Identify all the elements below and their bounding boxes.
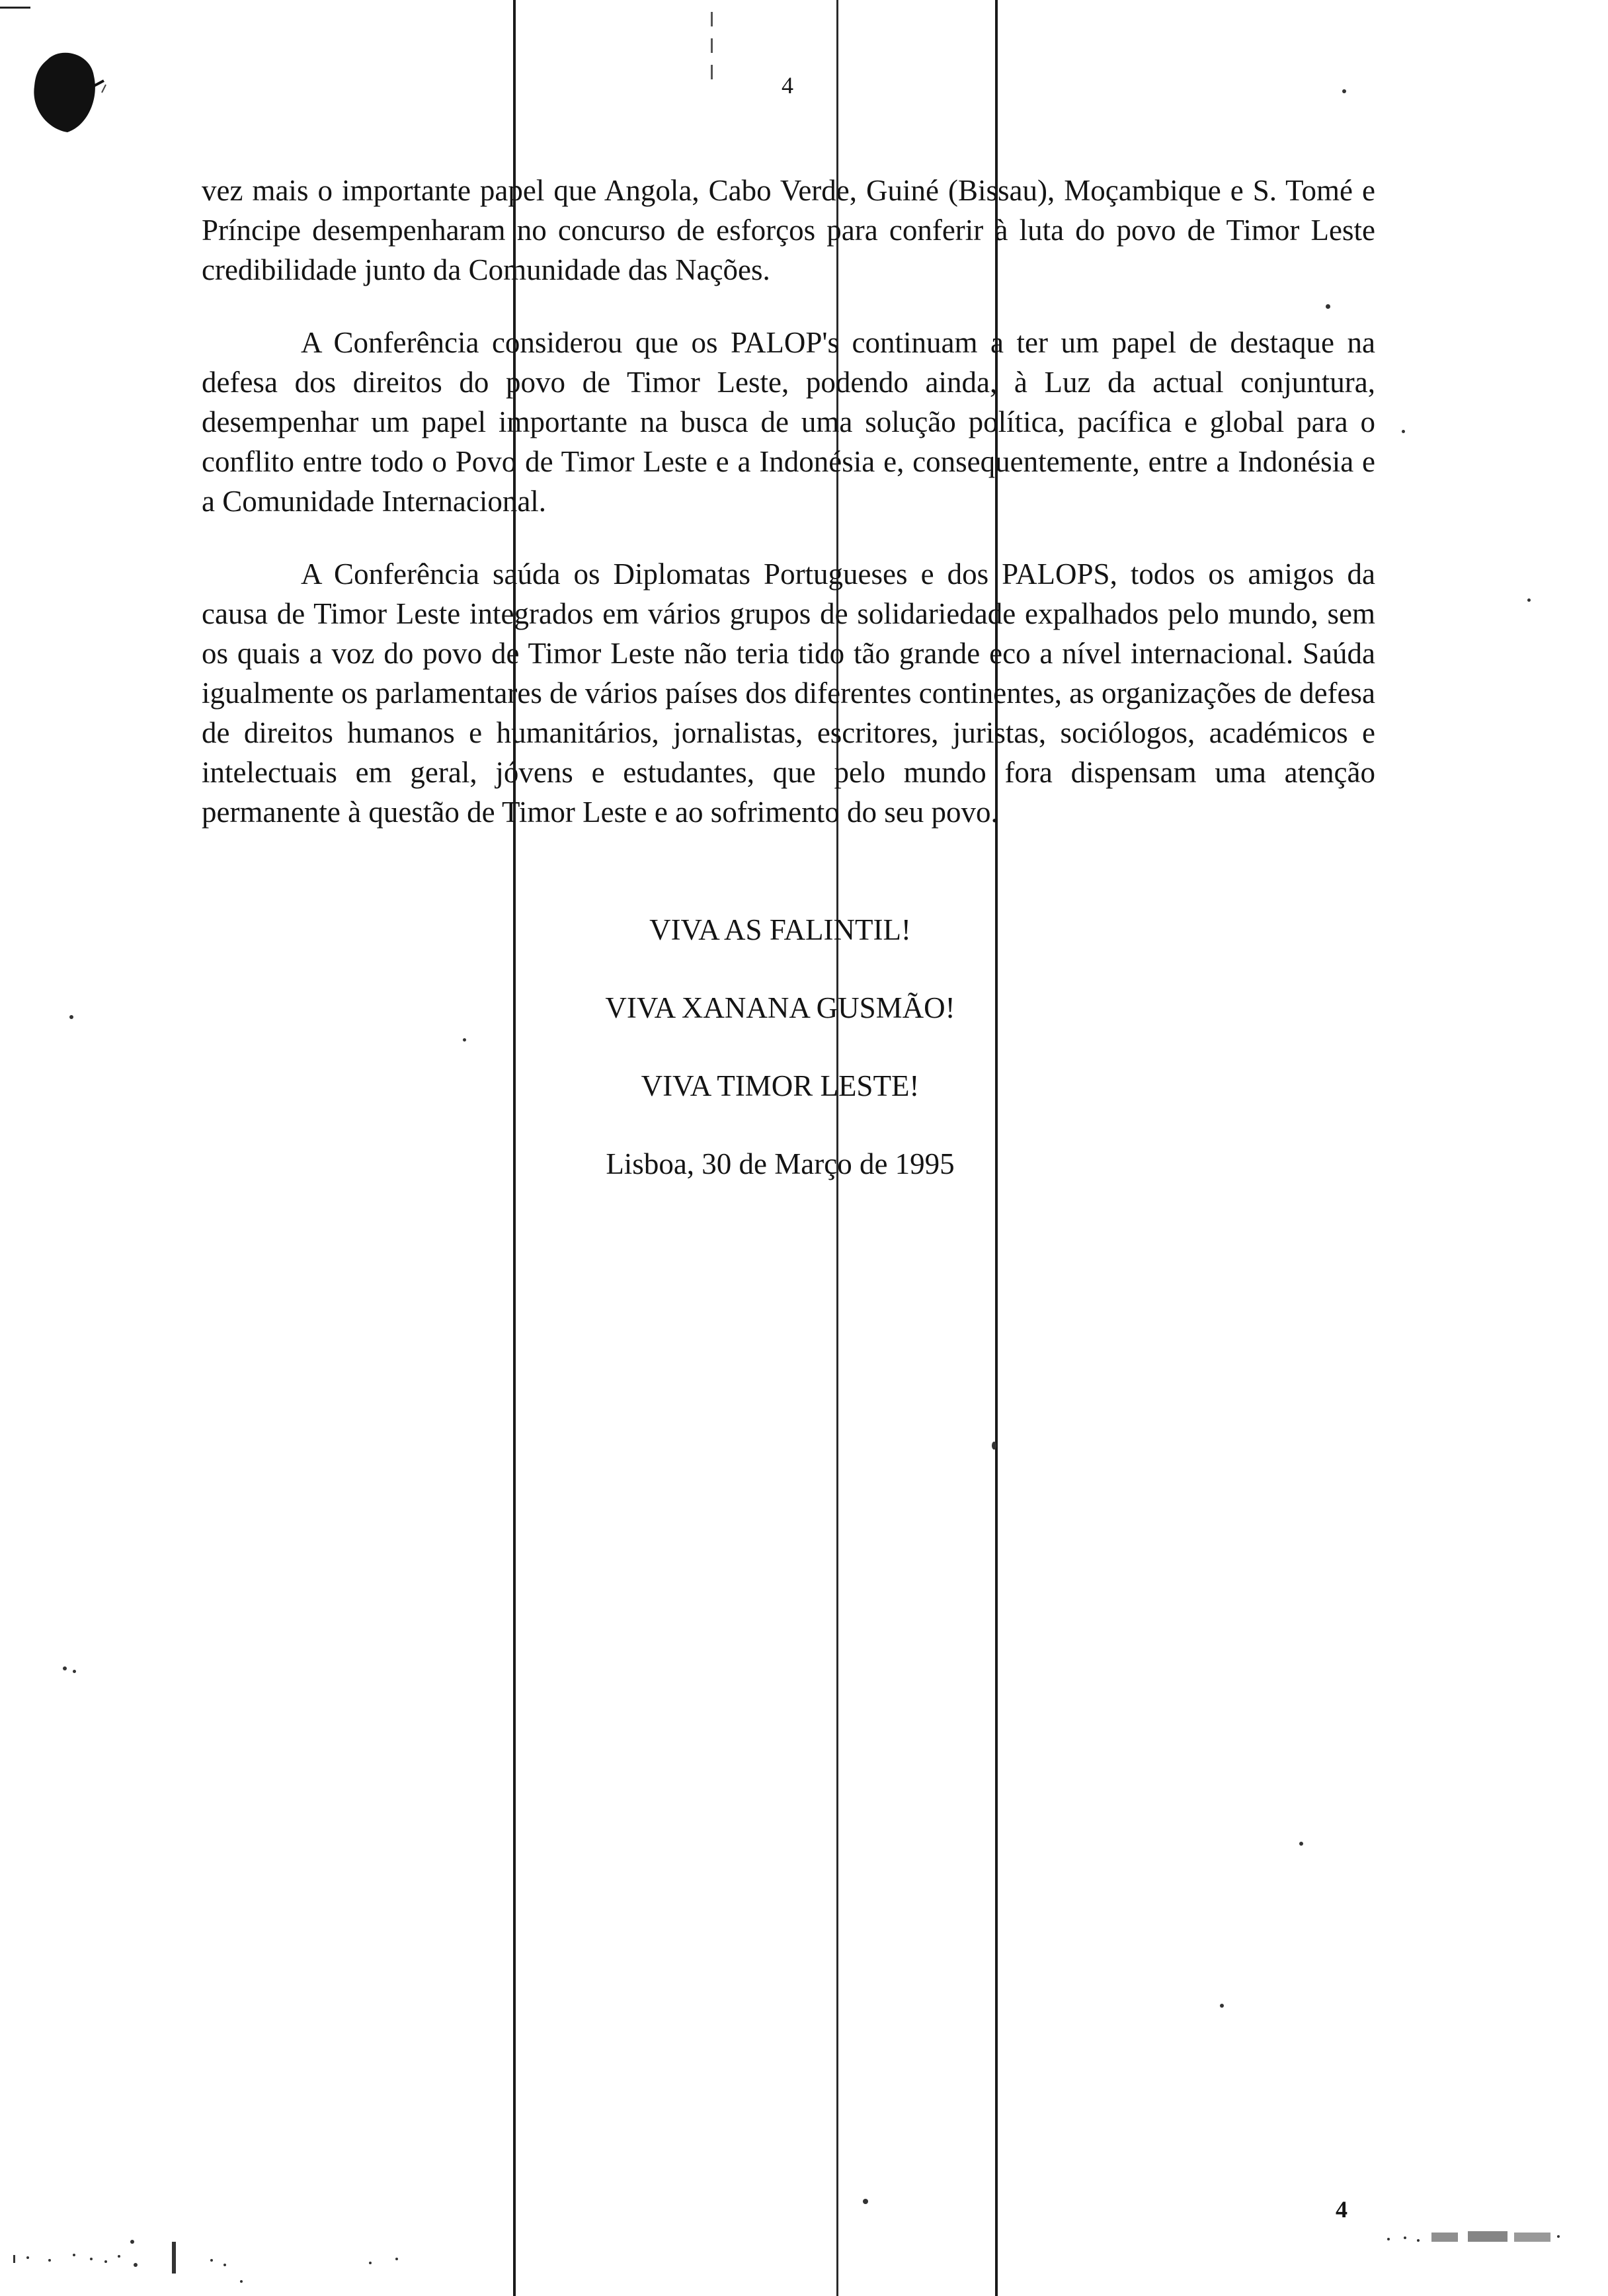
speck [863, 2199, 868, 2204]
speck [1402, 430, 1405, 433]
speck [1299, 1842, 1303, 1846]
ink-blot [28, 46, 107, 136]
paragraph-saudacao: A Conferência saúda os Diplomatas Portugueses e dos PALOPS, todos os amigos da causa de Timor Leste integrados em vários grupos de solidariedade expalhados pelo mundo, sem os quais a voz do povo de Timor Leste não teria tido tão grande eco a nível internacional. Saúda igualmente os parlamentares de vários países dos diferentes continentes, as organizações de defesa de direitos humanos e humanitários, jornalistas, escritores, juristas, sociólogos, académicos e intelectuais em geral, jóvens e estudantes, que pelo mundo fora dispensam uma atenção permanente à questão de Timor Leste e ao sofrimento do seu povo. [202, 557, 1375, 829]
speck [73, 1670, 76, 1673]
closing-viva-xanana: VIVA XANANA GUSMÃO! [605, 991, 955, 1024]
top-edge-mark [0, 7, 30, 9]
document-body [202, 171, 1375, 865]
scan-artifact-tick [711, 12, 713, 26]
scan-artifact-tick [711, 38, 713, 53]
speck [1527, 598, 1531, 602]
scan-artifact-tick [711, 65, 713, 79]
speck [1326, 304, 1330, 309]
closing-viva-timor: VIVA TIMOR LESTE! [641, 1069, 920, 1102]
speck [463, 1038, 466, 1042]
speck [63, 1666, 67, 1670]
speck [1220, 2004, 1224, 2008]
page-number-footer: 4 [1336, 2196, 1347, 2223]
speck [69, 1015, 73, 1019]
paragraph-palops: A Conferência considerou que os PALOP's continuam a ter um papel de destaque na defesa dos direitos do povo de Timor Leste, podendo ainda, à Luz da actual conjuntura, desempenhar um papel importante na busca de uma solução política, pacífica e global para o conflito entre todo o Povo de Timor Leste e a Indonésia e, consequentemente, entre a Indonésia e a Comunidade Internacional. [202, 326, 1375, 518]
speck [992, 1442, 996, 1450]
scan-noise [1385, 2227, 1564, 2247]
paragraph-continued: vez mais o importante papel que Angola, Cabo Verde, Guiné (Bissau), Moçambique e S. Tomé e Príncipe desempenharam no concurso de esforços para conferir à luta do povo de Timor Leste credibilidade junto da Comunidade das Nações. [202, 174, 1375, 286]
page-number: 4 [782, 72, 793, 99]
closing-block [516, 913, 1045, 1225]
place-date: Lisboa, 30 de Março de 1995 [606, 1147, 955, 1180]
closing-viva-falintil: VIVA AS FALINTIL! [649, 913, 911, 946]
scan-noise [13, 2229, 423, 2288]
speck [1342, 89, 1346, 93]
